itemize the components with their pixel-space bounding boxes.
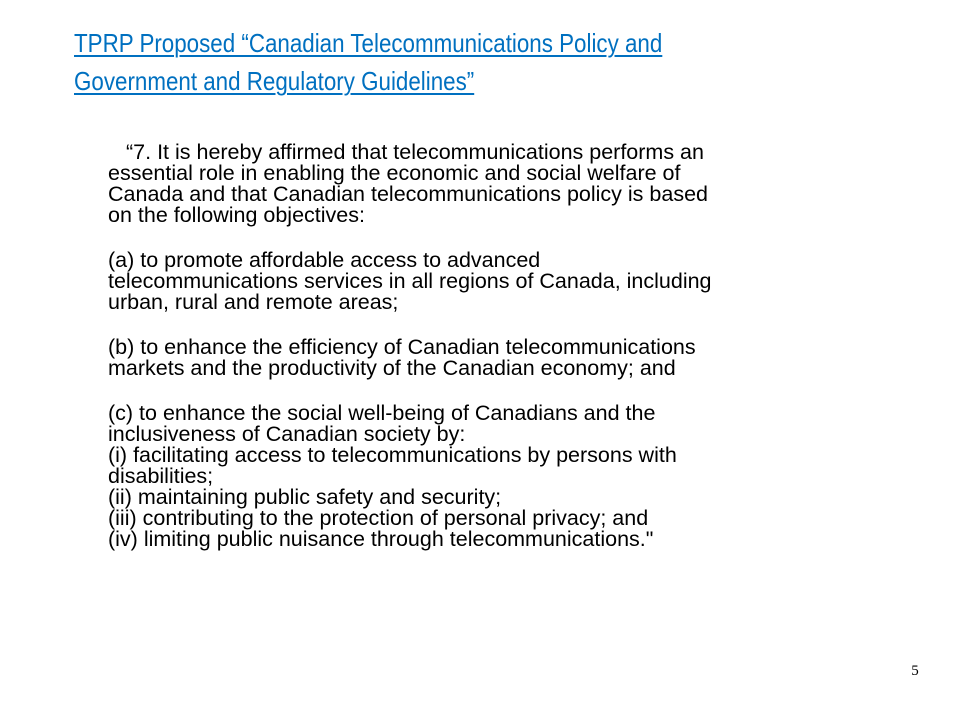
slide-title — [74, 24, 779, 100]
slide-title-line-2: Government and Regulatory Guidelines” — [74, 66, 475, 96]
intro-paragraph — [108, 142, 908, 226]
page-number: 5 — [911, 663, 919, 679]
objective-c-line-1: (c) to enhance the social well-being of Canadians and the — [108, 401, 656, 425]
objective-c-sub-i-line-2: disabilities; — [108, 464, 214, 488]
intro-line-4: on the following objectives: — [108, 203, 365, 227]
objective-b-line-1: (b) to enhance the efficiency of Canadian telecommunications — [108, 335, 696, 359]
slide-title-line-1: TPRP Proposed “Canadian Telecommunications Policy and — [74, 28, 663, 58]
objective-c — [108, 403, 908, 550]
intro-line-2: essential role in enabling the economic and social welfare of — [108, 161, 681, 185]
intro-line-3: Canada and that Canadian telecommunications policy is based — [108, 182, 708, 206]
intro-line-1: “7. It is hereby affirmed that telecommunications performs an — [126, 140, 704, 164]
objective-c-sub-iii: (iii) contributing to the protection of personal privacy; and — [108, 506, 649, 530]
paragraph-gap — [108, 226, 908, 250]
objective-a — [108, 250, 908, 313]
objective-a-line-3: urban, rural and remote areas; — [108, 290, 399, 314]
objective-a-line-2: telecommunications services in all regions of Canada, including — [108, 269, 712, 293]
objective-c-line-2: inclusiveness of Canadian society by: — [108, 422, 466, 446]
quoted-policy-text — [108, 142, 908, 550]
objective-c-sub-i-line-1: (i) facilitating access to telecommunications by persons with — [108, 443, 677, 467]
paragraph-gap — [108, 379, 908, 403]
objective-c-sub-ii: (ii) maintaining public safety and security; — [108, 485, 502, 509]
objective-a-line-1: (a) to promote affordable access to advanced — [108, 248, 541, 272]
objective-c-sub-iv: (iv) limiting public nuisance through telecommunications." — [108, 527, 654, 551]
paragraph-gap — [108, 313, 908, 337]
objective-b — [108, 337, 908, 379]
objective-b-line-2: markets and the productivity of the Canadian economy; and — [108, 356, 676, 380]
